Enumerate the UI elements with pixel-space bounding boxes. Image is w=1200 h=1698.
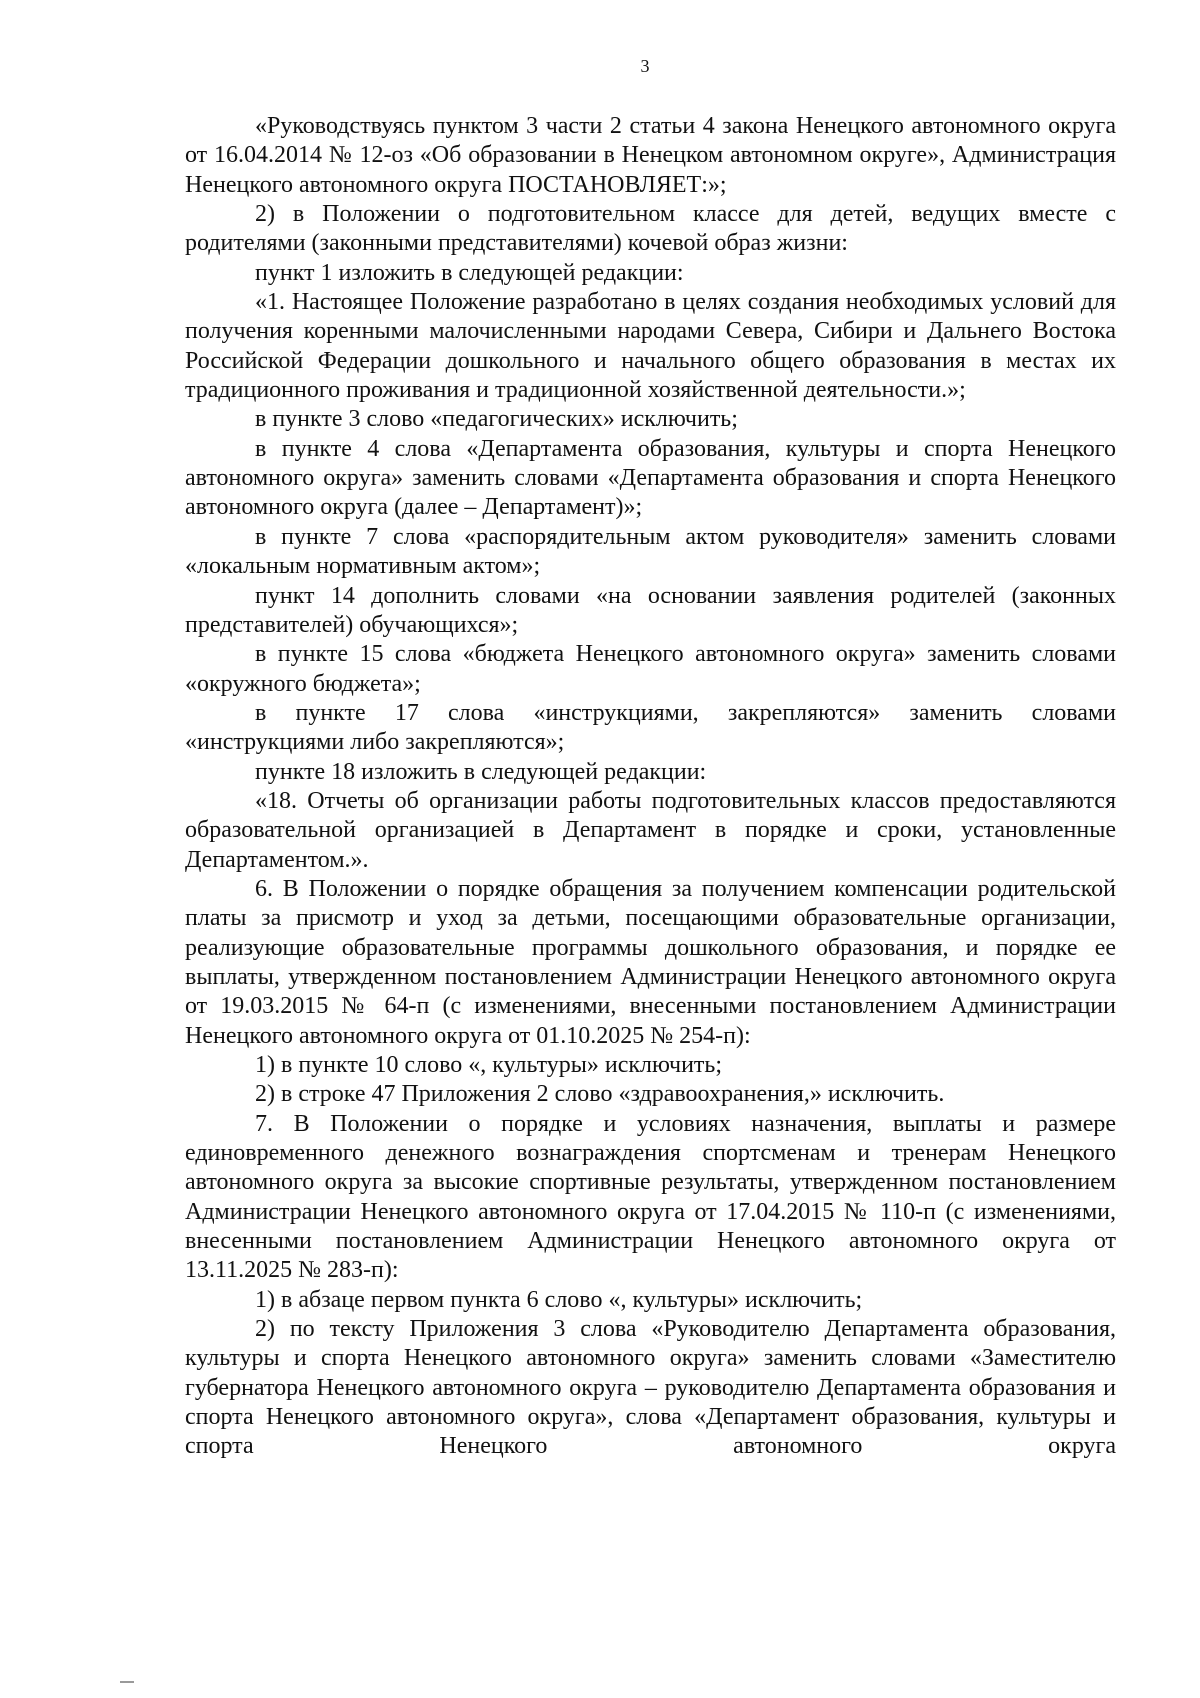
paragraph-item-2-intro: 2) в Положении о подготовительном классе для детей, ведущих вместе с родителями (законными представителями) кочевой образ жизни: <box>185 201 1116 257</box>
paragraph-section-6-item-1: 1) в пункте 10 слово «, культуры» исключить; <box>255 1052 723 1078</box>
paragraph-point-3-change: в пункте 3 слово «педагогических» исключить; <box>255 406 738 433</box>
scan-mark <box>120 1681 134 1683</box>
paragraph-point-14-change: пункт 14 дополнить словами «на основании заявления родителей (законных представителей) обучающихся»; <box>185 582 1116 638</box>
page-number: 3 <box>640 56 650 76</box>
paragraph-preamble-quote: «Руководствуясь пунктом 3 части 2 статьи 4 закона Ненецкого автономного округа от 16.04.2014 № 12-оз «Об образовании в Ненецком автономном округе», Администрация Ненецкого автономного округа ПОСТАНОВЛЯЕТ:»; <box>185 113 1116 198</box>
paragraph-point-18-new-text: «18. Отчеты об организации работы подготовительных классов предоставляются образовательной организацией в Департамент в порядке и сроки, установленные Департаментом.». <box>185 787 1116 873</box>
paragraph-section-7: 7. В Положении о порядке и условиях назначения, выплаты и размере единовременного денежного вознаграждения спортсменам и тренерам Ненецкого автономного округа за высокие спортивные результаты, утвержденном постановлением Администрации Ненецкого автономного округа от 17.04.2015 № 110-п (с изменениями, внесенными постановлением Администрации Ненецкого автономного округа от 13.11.2025 № 283-п): <box>185 1110 1116 1284</box>
document-body <box>185 112 1116 1462</box>
paragraph-point-4-change: в пункте 4 слова «Департамента образования, культуры и спорта Ненецкого автономного округа» заменить словами «Департамента образования и спорта Ненецкого автономного округа (далее – Департамент)»; <box>185 435 1116 521</box>
paragraph-point-7-change: в пункте 7 слова «распорядительным актом руководителя» заменить словами «локальным нормативным актом»; <box>185 523 1116 580</box>
paragraph-section-7-item-1: 1) в абзаце первом пункта 6 слово «, культуры» исключить; <box>255 1286 863 1313</box>
paragraph-section-7-item-2: 2) по тексту Приложения 3 слова «Руководителю Департамента образования, культуры и спорта Ненецкого автономного округа» заменить словами «Заместителю губернатора Ненецкого автономного округа – руководителю Департамента образования и спорта Ненецкого автономного округа», слова «Департамент образования, культуры и спорта Ненецкого автономного округа <box>185 1316 1116 1460</box>
paragraph-point-1-new-text: «1. Настоящее Положение разработано в целях создания необходимых условий для получения коренными малочисленными народами Севера, Сибири и Дальнего Востока Российской Федерации дошкольного и начального общего образования в местах их традиционного проживания и традиционной хозяйственной деятельности.»; <box>185 289 1116 404</box>
paragraph-point-18-instruction: пункте 18 изложить в следующей редакции: <box>255 758 707 785</box>
paragraph-section-6: 6. В Положении о порядке обращения за получением компенсации родительской платы за присмотр и уход за детьми, посещающими образовательные организации, реализующие образовательные программы дошкольного образования, и порядке ее выплаты, утвержденном постановлением Администрации Ненецкого автономного округа от 19.03.2015 № 64-п (с изменениями, внесенными постановлением Администрации Ненецкого автономного округа от 01.10.2025 № 254-п): <box>185 875 1116 1049</box>
paragraph-point-17-change: в пункте 17 слова «инструкциями, закрепляются» заменить словами «инструкциями либо закрепляются»; <box>185 699 1116 756</box>
paragraph-point-15-change: в пункте 15 слова «бюджета Ненецкого автономного округа» заменить словами «окружного бюджета»; <box>185 641 1116 697</box>
paragraph-point-1-instruction: пункт 1 изложить в следующей редакции: <box>255 259 684 286</box>
paragraph-section-6-item-2: 2) в строке 47 Приложения 2 слово «здравоохранения,» исключить. <box>255 1081 945 1108</box>
